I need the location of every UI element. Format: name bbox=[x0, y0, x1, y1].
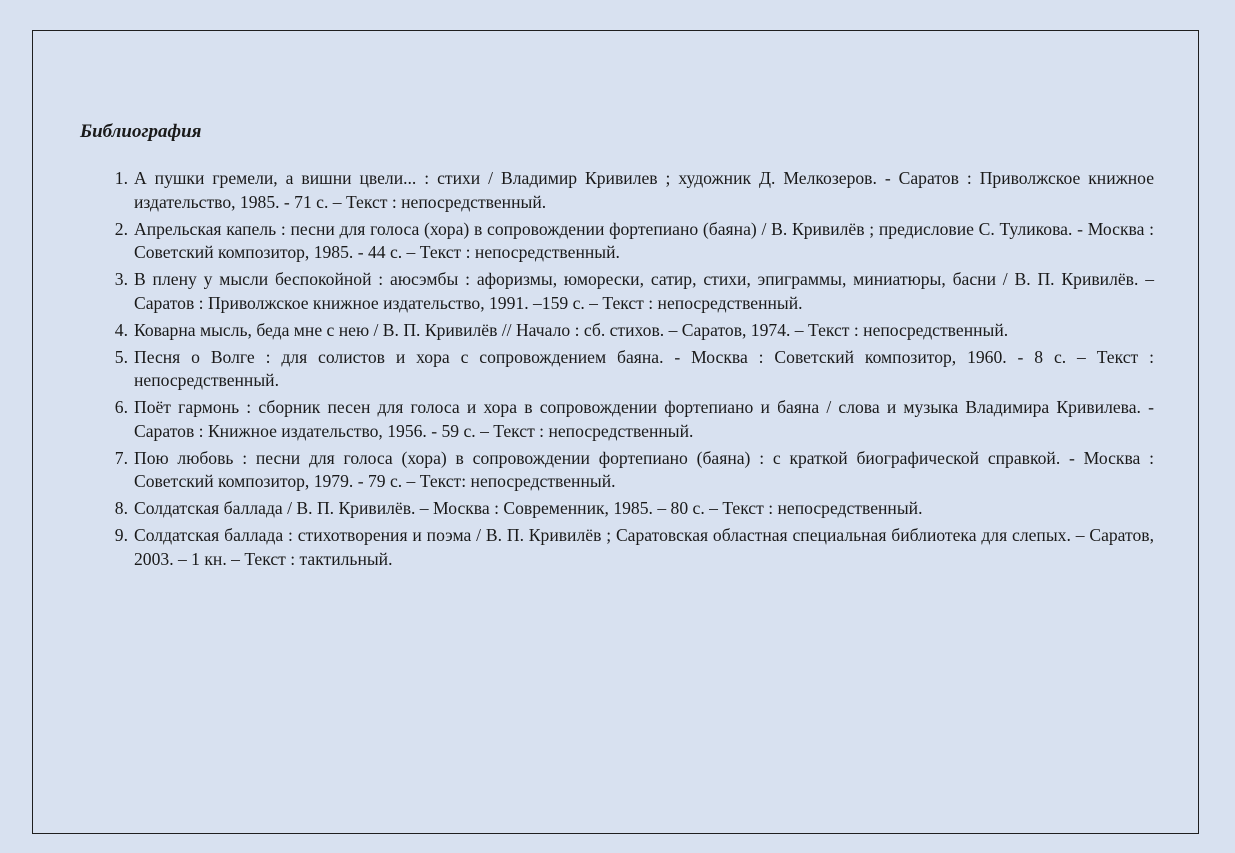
item-number: 7. bbox=[114, 447, 128, 468]
item-text: Апрельская капель : песни для голоса (хора) в сопровождении фортепиано (баяна) / В. Кривилёв ; предисловие С. Туликова. - Москва : Советский композитор, 1985. - 44 с. – Текст : непосредственный. bbox=[134, 218, 1154, 262]
item-number: 2. bbox=[114, 218, 128, 239]
list-item bbox=[114, 268, 1154, 315]
list-item bbox=[114, 396, 1154, 443]
item-text: Солдатская баллада / В. П. Кривилёв. – Москва : Современник, 1985. – 80 с. – Текст : непосредственный. bbox=[134, 498, 923, 518]
item-number: 8. bbox=[114, 498, 128, 518]
list-item bbox=[114, 319, 1154, 343]
bibliography-list bbox=[114, 167, 1154, 575]
list-item bbox=[114, 524, 1154, 571]
list-item bbox=[114, 447, 1154, 494]
page-title: Библиография bbox=[80, 121, 202, 142]
item-number: 4. bbox=[114, 319, 128, 340]
list-item bbox=[114, 218, 1154, 265]
list-item bbox=[114, 346, 1154, 393]
item-text: Солдатская баллада : стихотворения и поэма / В. П. Кривилёв ; Саратовская областная специальная библиотека для слепых. – Саратов, 2003. – 1 кн. – Текст : тактильный. bbox=[134, 525, 1154, 569]
item-number: 5. bbox=[114, 346, 128, 367]
item-text: А пушки гремели, а вишни цвели... : стихи / Владимир Кривилев ; художник Д. Мелкозеров. - Саратов : Приволжское книжное издательство, 1985. - 71 с. – Текст : непосредственный. bbox=[134, 168, 1154, 212]
item-number: 3. bbox=[114, 269, 128, 289]
item-text: Пою любовь : песни для голоса (хора) в сопровождении фортепиано (баяна) : с краткой биографической справкой. - Москва : Советский композитор, 1979. - 79 с. – Текст: непосредственный. bbox=[134, 447, 1154, 491]
item-number: 1. bbox=[114, 168, 128, 188]
item-text: В плену у мысли беспокойной : аюсэмбы : афоризмы, юморески, сатир, стихи, эпиграммы, миниатюры, басни / В. П. Кривилёв. – Саратов : Приволжское книжное издательство, 1991. –159 с. – Текст : непосредственный. bbox=[134, 269, 1154, 313]
list-item bbox=[114, 167, 1154, 214]
item-text: Песня о Волге : для солистов и хора с сопровождением баяна. - Москва : Советский композитор, 1960. - 8 с. – Текст : непосредственный. bbox=[134, 346, 1154, 390]
item-text: Поёт гармонь : сборник песен для голоса и хора в сопровождении фортепиано и баяна / слова и музыка Владимира Кривилева. - Саратов : Книжное издательство, 1956. - 59 с. – Текст : непосредственный. bbox=[134, 397, 1154, 441]
item-number: 6. bbox=[114, 397, 128, 417]
item-number: 9. bbox=[114, 525, 128, 545]
item-text: Коварна мысль, беда мне с нею / В. П. Кривилёв // Начало : сб. стихов. – Саратов, 1974. – Текст : непосредственный. bbox=[134, 319, 1009, 340]
list-item bbox=[114, 497, 1154, 521]
